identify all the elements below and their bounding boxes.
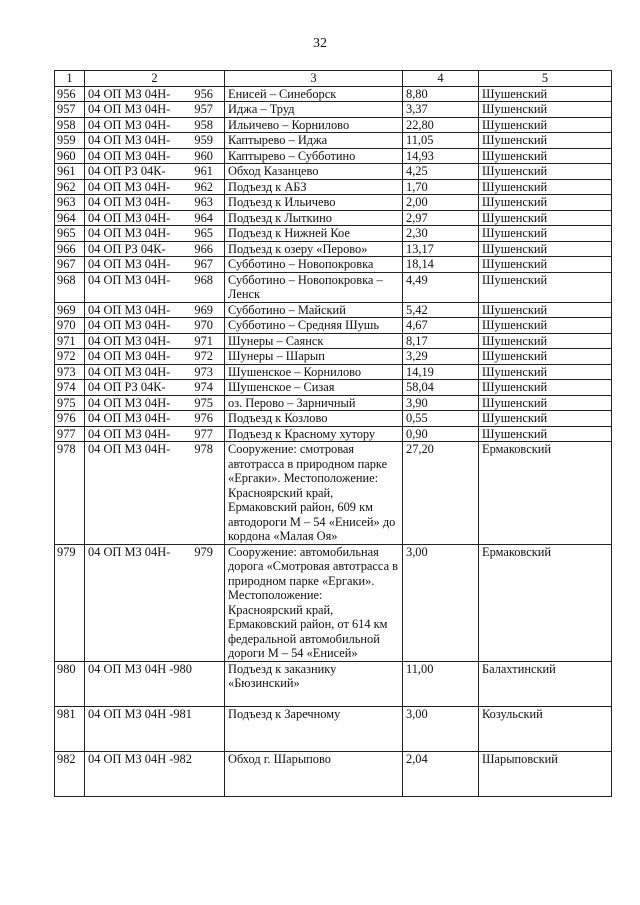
road-district: Шушенский xyxy=(479,195,612,211)
road-code-number: 964 xyxy=(194,210,213,225)
road-code xyxy=(85,210,225,226)
road-code-number xyxy=(213,707,221,722)
road-code-number: 967 xyxy=(194,257,213,271)
row-number: 970 xyxy=(55,318,85,334)
table-header-row xyxy=(55,71,612,87)
road-code xyxy=(85,102,225,118)
road-name: Ильичево – Корнилово xyxy=(225,117,403,133)
row-number: 960 xyxy=(55,148,85,164)
road-code xyxy=(85,257,225,273)
table-row xyxy=(55,318,612,334)
road-code-number: 971 xyxy=(194,333,213,348)
road-length: 58,04 xyxy=(403,380,479,396)
road-code xyxy=(85,148,225,164)
table-row xyxy=(55,333,612,349)
road-code xyxy=(85,164,225,180)
road-length: 14,93 xyxy=(403,148,479,164)
road-length: 8,80 xyxy=(403,86,479,102)
table-row xyxy=(55,751,612,796)
road-name: Субботино – Майский xyxy=(225,302,403,318)
road-code-number: 976 xyxy=(194,411,213,425)
road-district: Шушенский xyxy=(479,226,612,242)
road-code-prefix: 04 ОП РЗ 04К- xyxy=(88,241,166,256)
row-number: 959 xyxy=(55,133,85,149)
road-code-number: 970 xyxy=(194,318,213,332)
road-code-prefix: 04 ОП МЗ 04Н- xyxy=(88,333,171,348)
table-row xyxy=(55,164,612,180)
row-number: 976 xyxy=(55,411,85,427)
table-row xyxy=(55,426,612,442)
road-length: 0,90 xyxy=(403,426,479,442)
row-number: 957 xyxy=(55,102,85,118)
road-length: 4,25 xyxy=(403,164,479,180)
road-code-prefix: 04 ОП МЗ 04Н- xyxy=(88,226,171,240)
row-number: 956 xyxy=(55,86,85,102)
header-col-4: 4 xyxy=(403,71,479,87)
table-row xyxy=(55,195,612,211)
table-row xyxy=(55,241,612,257)
road-name: Подъезд к озеру «Перово» xyxy=(225,241,403,257)
road-name: оз. Перово – Зарничный xyxy=(225,395,403,411)
table-row xyxy=(55,117,612,133)
road-district: Шушенский xyxy=(479,272,612,302)
row-number: 975 xyxy=(55,395,85,411)
road-code-number: 960 xyxy=(194,148,213,163)
row-number: 977 xyxy=(55,426,85,442)
table-row xyxy=(55,226,612,242)
road-length: 2,30 xyxy=(403,226,479,242)
table-row xyxy=(55,380,612,396)
road-name: Подъезд к Козлово xyxy=(225,411,403,427)
road-name: Шунеры – Шарып xyxy=(225,349,403,365)
row-number: 968 xyxy=(55,272,85,302)
row-number: 967 xyxy=(55,257,85,273)
road-length: 11,05 xyxy=(403,133,479,149)
table-row xyxy=(55,395,612,411)
road-code-prefix: 04 ОП МЗ 04Н- xyxy=(88,395,171,410)
row-number: 973 xyxy=(55,364,85,380)
road-name: Подъезд к заказнику «Бюзинский» xyxy=(225,661,403,706)
road-code xyxy=(85,395,225,411)
road-district: Шушенский xyxy=(479,395,612,411)
row-number: 962 xyxy=(55,179,85,195)
road-code-prefix: 04 ОП МЗ 04Н- xyxy=(88,86,171,101)
road-code-number xyxy=(213,662,221,677)
road-length: 14,19 xyxy=(403,364,479,380)
road-name: Каптырево – Иджа xyxy=(225,133,403,149)
road-code xyxy=(85,117,225,133)
road-code xyxy=(85,333,225,349)
road-code-number: 956 xyxy=(194,86,213,101)
road-name: Енисей – Синеборск xyxy=(225,86,403,102)
table-row xyxy=(55,86,612,102)
table-row xyxy=(55,442,612,545)
row-number: 964 xyxy=(55,210,85,226)
road-name: Субботино – Новопокровка – Ленск xyxy=(225,272,403,302)
row-number: 966 xyxy=(55,241,85,257)
road-name: Субботино – Средняя Шушь xyxy=(225,318,403,334)
road-code-prefix: 04 ОП МЗ 04Н- xyxy=(88,133,171,147)
row-number: 965 xyxy=(55,226,85,242)
table-row xyxy=(55,411,612,427)
table-row xyxy=(55,544,612,661)
road-code-prefix: 04 ОП МЗ 04Н -982 xyxy=(88,751,192,766)
road-code xyxy=(85,195,225,211)
road-code-number xyxy=(213,752,221,767)
road-name: Шушенское – Корнилово xyxy=(225,364,403,380)
road-district: Шушенский xyxy=(479,117,612,133)
road-code-prefix: 04 ОП МЗ 04Н- xyxy=(88,349,171,363)
road-code-prefix: 04 ОП МЗ 04Н- xyxy=(88,210,171,225)
road-code-number: 965 xyxy=(194,226,213,240)
road-name: Обход Казанцево xyxy=(225,164,403,180)
table-row xyxy=(55,661,612,706)
page-number: 32 xyxy=(313,36,327,51)
road-code-number: 968 xyxy=(194,272,213,287)
road-code-number: 957 xyxy=(194,102,213,116)
road-code-prefix: 04 ОП МЗ 04Н- xyxy=(88,318,171,332)
road-name: Субботино – Новопокровка xyxy=(225,257,403,273)
road-code xyxy=(85,226,225,242)
road-length: 11,00 xyxy=(403,661,479,706)
road-code-prefix: 04 ОП МЗ 04Н- xyxy=(88,544,171,559)
road-code-number: 972 xyxy=(194,349,213,363)
road-code-prefix: 04 ОП МЗ 04Н- xyxy=(88,179,171,194)
row-number: 982 xyxy=(55,751,85,796)
road-code xyxy=(85,272,225,302)
road-code xyxy=(85,241,225,257)
row-number: 958 xyxy=(55,117,85,133)
road-district: Шушенский xyxy=(479,318,612,334)
row-number: 974 xyxy=(55,380,85,396)
road-length: 3,29 xyxy=(403,349,479,365)
road-length: 5,42 xyxy=(403,302,479,318)
table-row xyxy=(55,272,612,302)
road-code-number: 978 xyxy=(194,442,213,456)
road-length: 3,00 xyxy=(403,706,479,751)
road-name: Подъезд к АБЗ xyxy=(225,179,403,195)
road-code-prefix: 04 ОП МЗ 04Н -981 xyxy=(88,706,192,721)
road-name: Подъезд к Лыткино xyxy=(225,210,403,226)
road-code-number: 975 xyxy=(194,395,213,410)
road-code-prefix: 04 ОП РЗ 04К- xyxy=(88,380,166,394)
road-code xyxy=(85,661,225,706)
road-length: 27,20 xyxy=(403,442,479,545)
road-code-number: 977 xyxy=(194,426,213,441)
road-length: 3,90 xyxy=(403,395,479,411)
road-name: Иджа – Труд xyxy=(225,102,403,118)
road-code-number: 979 xyxy=(194,544,213,559)
road-district: Ермаковский xyxy=(479,442,612,545)
road-district: Шушенский xyxy=(479,210,612,226)
road-code-number: 961 xyxy=(194,164,213,178)
table-row xyxy=(55,179,612,195)
road-code-prefix: 04 ОП МЗ 04Н- xyxy=(88,411,171,425)
road-name: Сооружение: автомобильная дорога «Смотровая автотрасса в природном парке «Ергаки». Местоположение: Красноярский край, Ермаковский район, от 614 км федеральной автомобильной дороги М – 54 «Енисей» xyxy=(225,544,403,661)
row-number: 979 xyxy=(55,544,85,661)
road-length: 3,37 xyxy=(403,102,479,118)
road-code xyxy=(85,318,225,334)
road-district: Шушенский xyxy=(479,426,612,442)
table-row xyxy=(55,257,612,273)
road-district: Козульский xyxy=(479,706,612,751)
road-district: Шушенский xyxy=(479,349,612,365)
road-length: 0,55 xyxy=(403,411,479,427)
road-code-prefix: 04 ОП МЗ 04Н -980 xyxy=(88,661,192,676)
table-row xyxy=(55,133,612,149)
road-code-number: 966 xyxy=(194,241,213,256)
road-district: Шушенский xyxy=(479,333,612,349)
road-length: 13,17 xyxy=(403,241,479,257)
road-district: Шушенский xyxy=(479,148,612,164)
road-code-prefix: 04 ОП МЗ 04Н- xyxy=(88,148,171,163)
table-row xyxy=(55,210,612,226)
road-district: Шушенский xyxy=(479,179,612,195)
road-code xyxy=(85,364,225,380)
road-length: 18,14 xyxy=(403,257,479,273)
road-code xyxy=(85,442,225,545)
table-row xyxy=(55,102,612,118)
road-code-prefix: 04 ОП РЗ 04К- xyxy=(88,164,166,178)
road-code xyxy=(85,411,225,427)
road-code-prefix: 04 ОП МЗ 04Н- xyxy=(88,257,171,271)
road-code-prefix: 04 ОП МЗ 04Н- xyxy=(88,195,171,209)
header-col-2: 2 xyxy=(85,71,225,87)
road-code-number: 963 xyxy=(194,195,213,209)
road-code-number: 959 xyxy=(194,133,213,147)
road-district: Шарыповский xyxy=(479,751,612,796)
road-name: Подъезд к Красному хутору xyxy=(225,426,403,442)
road-code-prefix: 04 ОП МЗ 04Н- xyxy=(88,364,171,379)
road-district: Балахтинский xyxy=(479,661,612,706)
road-name: Подъезд к Нижней Кое xyxy=(225,226,403,242)
road-code xyxy=(85,544,225,661)
road-length: 1,70 xyxy=(403,179,479,195)
road-district: Шушенский xyxy=(479,86,612,102)
road-name: Сооружение: смотровая автотрасса в природном парке «Ергаки». Местоположение: Красноярский край, Ермаковский район, 609 км автодороги М – 54 «Енисей» до кордона «Малая Оя» xyxy=(225,442,403,545)
road-code xyxy=(85,426,225,442)
road-length: 3,00 xyxy=(403,544,479,661)
road-length: 2,04 xyxy=(403,751,479,796)
road-code-prefix: 04 ОП МЗ 04Н- xyxy=(88,102,171,116)
road-length: 8,17 xyxy=(403,333,479,349)
row-number: 980 xyxy=(55,661,85,706)
road-code-number: 974 xyxy=(194,380,213,394)
table-row xyxy=(55,349,612,365)
road-district: Шушенский xyxy=(479,380,612,396)
table-row xyxy=(55,364,612,380)
road-name: Шушенское – Сизая xyxy=(225,380,403,396)
road-code xyxy=(85,302,225,318)
table-row xyxy=(55,706,612,751)
road-code-number: 962 xyxy=(194,179,213,194)
road-name: Подъезд к Заречному xyxy=(225,706,403,751)
row-number: 963 xyxy=(55,195,85,211)
road-length: 2,97 xyxy=(403,210,479,226)
road-district: Шушенский xyxy=(479,302,612,318)
road-district: Шушенский xyxy=(479,364,612,380)
road-length: 4,49 xyxy=(403,272,479,302)
road-code xyxy=(85,179,225,195)
header-col-5: 5 xyxy=(479,71,612,87)
table-row xyxy=(55,302,612,318)
road-code-number: 969 xyxy=(194,302,213,317)
road-code xyxy=(85,86,225,102)
header-col-1: 1 xyxy=(55,71,85,87)
road-code-prefix: 04 ОП МЗ 04Н- xyxy=(88,302,171,317)
road-district: Шушенский xyxy=(479,164,612,180)
road-code xyxy=(85,349,225,365)
road-code-number: 973 xyxy=(194,364,213,379)
road-length: 22,80 xyxy=(403,117,479,133)
road-code-prefix: 04 ОП МЗ 04Н- xyxy=(88,426,171,441)
road-district: Шушенский xyxy=(479,257,612,273)
road-code-prefix: 04 ОП МЗ 04Н- xyxy=(88,117,171,132)
road-code xyxy=(85,751,225,796)
road-code-prefix: 04 ОП МЗ 04Н- xyxy=(88,442,171,456)
row-number: 972 xyxy=(55,349,85,365)
row-number: 961 xyxy=(55,164,85,180)
road-code xyxy=(85,706,225,751)
road-code xyxy=(85,133,225,149)
row-number: 971 xyxy=(55,333,85,349)
road-code xyxy=(85,380,225,396)
row-number: 969 xyxy=(55,302,85,318)
row-number: 978 xyxy=(55,442,85,545)
road-district: Ермаковский xyxy=(479,544,612,661)
road-district: Шушенский xyxy=(479,241,612,257)
road-code-number: 958 xyxy=(194,117,213,132)
road-name: Каптырево – Субботино xyxy=(225,148,403,164)
road-name: Шунеры – Саянск xyxy=(225,333,403,349)
road-length: 4,67 xyxy=(403,318,479,334)
road-district: Шушенский xyxy=(479,133,612,149)
table-row xyxy=(55,148,612,164)
road-district: Шушенский xyxy=(479,102,612,118)
roads-table xyxy=(54,70,612,797)
road-district: Шушенский xyxy=(479,411,612,427)
header-col-3: 3 xyxy=(225,71,403,87)
row-number: 981 xyxy=(55,706,85,751)
road-name: Подъезд к Ильичево xyxy=(225,195,403,211)
road-name: Обход г. Шарыпово xyxy=(225,751,403,796)
road-length: 2,00 xyxy=(403,195,479,211)
road-code-prefix: 04 ОП МЗ 04Н- xyxy=(88,272,171,287)
